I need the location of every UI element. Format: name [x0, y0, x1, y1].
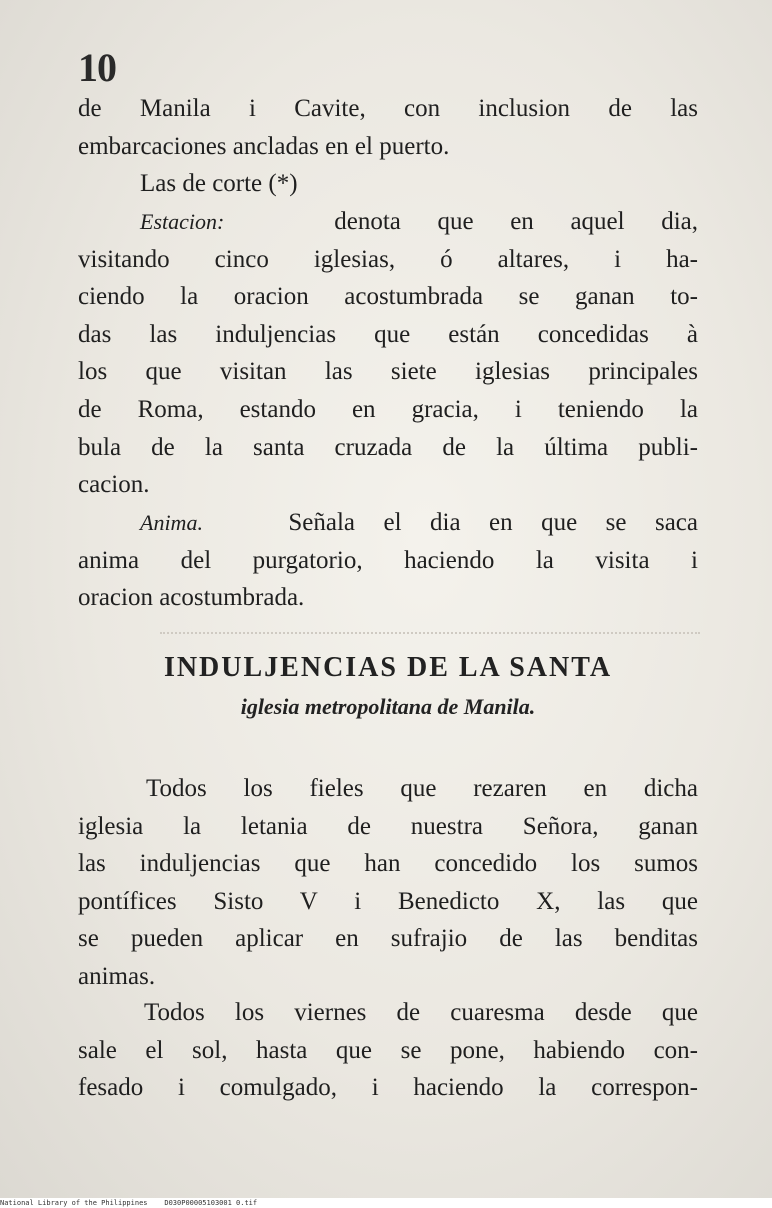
footer-library: National Library of the Philippines [0, 1199, 148, 1207]
entry-term: Estacion: [140, 209, 225, 234]
text-line: animas. [78, 962, 156, 990]
text-line: das las induljencias que están concedidas à [78, 320, 698, 348]
text-line [78, 203, 698, 241]
estacion-entry [78, 203, 698, 504]
entry-term: Anima. [140, 510, 203, 535]
text-line: cacion. [78, 471, 150, 499]
text-line: bula de la santa cruzada de la última publi- [78, 433, 698, 461]
section-subheading: iglesia metropolitana de Manila. [240, 694, 536, 719]
text-line: sale el sol, hasta que se pone, habiendo con- [78, 1036, 698, 1064]
footer-file: D030P00005103001 0.tif [164, 1199, 258, 1207]
text-line: las induljencias que han concedido los sumos [78, 850, 698, 878]
page-number: 10 [78, 45, 116, 90]
section-heading: INDULJENCIAS DE LA SANTA [163, 652, 613, 683]
text-line: de Manila i Cavite, con inclusion de las [78, 95, 698, 122]
text-line [78, 504, 698, 542]
text-line: visitando cinco iglesias, ó altares, i ha- [78, 245, 698, 273]
text-line: fesado i comulgado, i haciendo la correspon- [78, 1074, 698, 1102]
paragraph-4 [78, 994, 698, 1107]
text-line: los que visitan las siete iglesias principales [78, 358, 698, 386]
text-line: anima del purgatorio, haciendo la visita i [78, 546, 698, 574]
anima-entry [78, 504, 698, 617]
text-line: Las de corte (*) [140, 170, 298, 198]
text-line: Todos los fieles que rezaren en dicha [146, 775, 698, 802]
text-line: de Roma, estando en gracia, i teniendo la [78, 395, 698, 423]
text-line: se pueden aplicar en sufrajio de las benditas [78, 925, 698, 953]
text-line: oracion acostumbrada. [78, 584, 305, 612]
section-divider [160, 632, 700, 636]
text-line: iglesia la letania de nuestra Señora, ganan [78, 812, 698, 840]
scan-footer-text [0, 1199, 257, 1207]
entry-text: Señala el dia en que se saca [288, 509, 699, 536]
text-line: ciendo la oracion acostumbrada se ganan to- [78, 283, 698, 311]
entry-text: denota que en aquel dia, [334, 208, 698, 235]
text-line: embarcaciones ancladas en el puerto. [78, 132, 450, 160]
text-line: Todos los viernes de cuaresma desde que [144, 999, 698, 1026]
paragraph-3 [78, 770, 698, 996]
paragraph-1 [78, 90, 698, 203]
text-line: pontífices Sisto V i Benedicto X, las que [78, 887, 698, 915]
